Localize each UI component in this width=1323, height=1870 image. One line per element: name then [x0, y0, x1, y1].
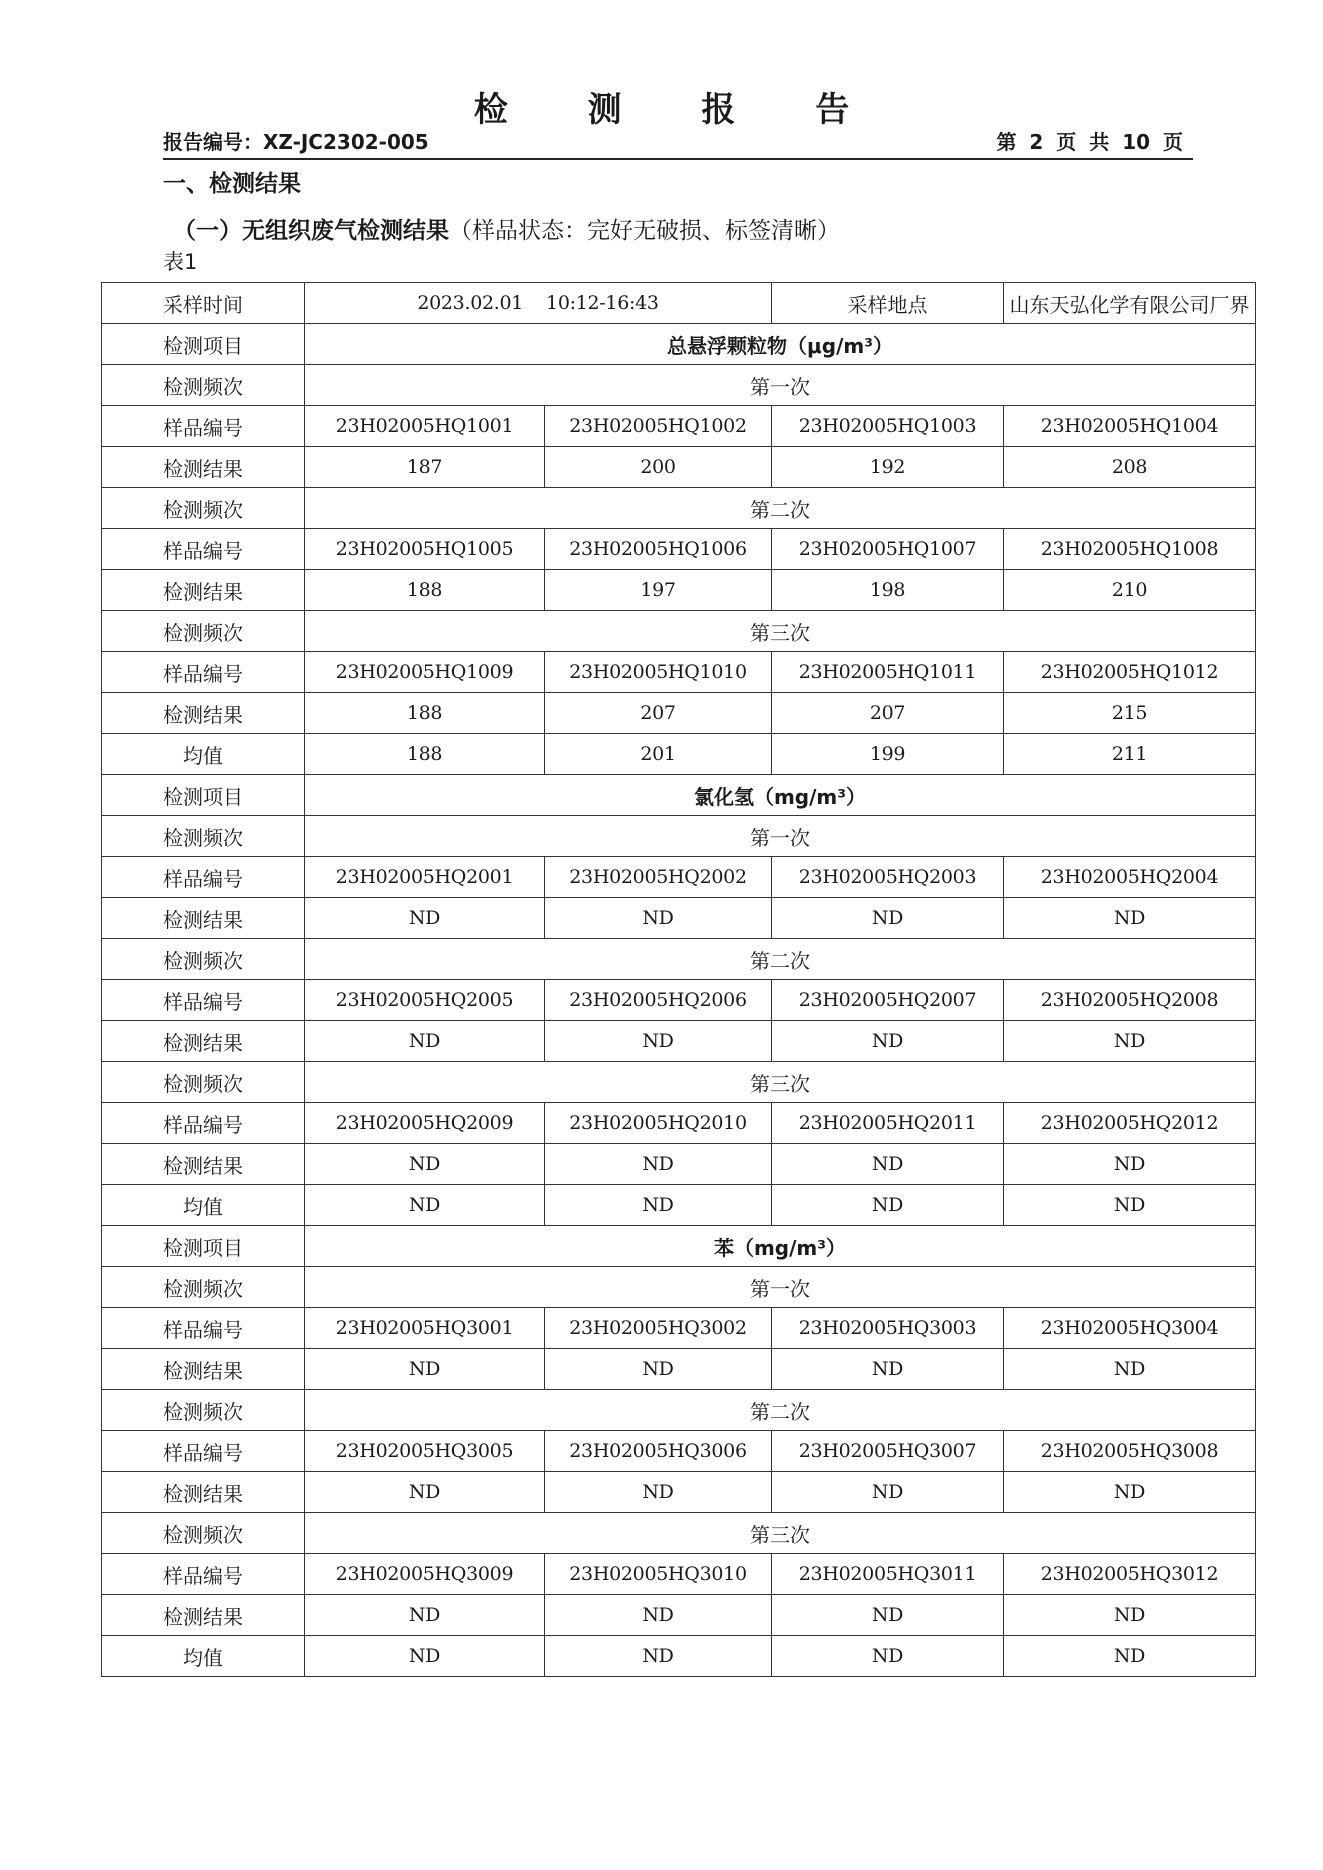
row-label: 检测频次: [102, 1513, 305, 1554]
sample-code-cell: 23H02005HQ3012: [1004, 1554, 1256, 1595]
table-row-sample-no: [102, 1103, 1256, 1144]
table-row-item: [102, 775, 1256, 816]
result-value-cell: 207: [772, 693, 1004, 734]
row-label: 样品编号: [102, 857, 305, 898]
row-label: 均值: [102, 1636, 305, 1677]
sample-code-cell: 23H02005HQ2003: [772, 857, 1004, 898]
row-label: 样品编号: [102, 406, 305, 447]
result-value-cell: ND: [1004, 898, 1256, 939]
table-row-item: [102, 1226, 1256, 1267]
result-value-cell: ND: [1004, 1472, 1256, 1513]
table-row-sample-no: [102, 406, 1256, 447]
sample-code-cell: 23H02005HQ2007: [772, 980, 1004, 1021]
row-label: 检测频次: [102, 1390, 305, 1431]
table-label: 表1: [163, 250, 198, 274]
table-row-mean: [102, 1636, 1256, 1677]
sample-code-cell: 23H02005HQ2008: [1004, 980, 1256, 1021]
table-row-sample-no: [102, 529, 1256, 570]
table-row-frequency: [102, 939, 1256, 980]
result-value-cell: ND: [772, 1144, 1004, 1185]
table-row-sample-no: [102, 1431, 1256, 1472]
sample-code-cell: 23H02005HQ3002: [545, 1308, 772, 1349]
row-label: 样品编号: [102, 1308, 305, 1349]
row-label: 样品编号: [102, 1103, 305, 1144]
result-value-cell: 215: [1004, 693, 1256, 734]
sample-code-cell: 23H02005HQ1009: [305, 652, 545, 693]
row-label: 检测项目: [102, 324, 305, 365]
result-value-cell: 198: [772, 570, 1004, 611]
table-row-sample-no: [102, 857, 1256, 898]
round-name: 第二次: [305, 1390, 1256, 1431]
sample-code-cell: 23H02005HQ1008: [1004, 529, 1256, 570]
row-label: 样品编号: [102, 652, 305, 693]
row-label: 检测项目: [102, 775, 305, 816]
page-indicator: 第 2 页 共 10 页: [996, 130, 1183, 154]
row-label: 检测频次: [102, 939, 305, 980]
result-value-cell: 192: [772, 447, 1004, 488]
table-row-frequency: [102, 365, 1256, 406]
sample-code-cell: 23H02005HQ1005: [305, 529, 545, 570]
table-row-result: [102, 1144, 1256, 1185]
table-row-frequency: [102, 816, 1256, 857]
result-value-cell: ND: [305, 898, 545, 939]
sample-code-cell: 23H02005HQ3010: [545, 1554, 772, 1595]
sample-code-cell: 23H02005HQ1004: [1004, 406, 1256, 447]
table-row-sample-no: [102, 980, 1256, 1021]
sample-code-cell: 23H02005HQ2010: [545, 1103, 772, 1144]
result-value-cell: ND: [1004, 1144, 1256, 1185]
round-name: 第一次: [305, 1267, 1256, 1308]
subsection-title: （一）无组织废气检测结果: [173, 218, 449, 244]
sample-code-cell: 23H02005HQ1011: [772, 652, 1004, 693]
sample-code-cell: 23H02005HQ3001: [305, 1308, 545, 1349]
sample-code-cell: 23H02005HQ1006: [545, 529, 772, 570]
sample-code-cell: 23H02005HQ3009: [305, 1554, 545, 1595]
result-value-cell: ND: [1004, 1595, 1256, 1636]
mean-value-cell: 199: [772, 734, 1004, 775]
report-header-line: [163, 128, 1193, 160]
test-item-name: 苯（mg/m³）: [305, 1226, 1256, 1267]
table-row-sample-no: [102, 652, 1256, 693]
mean-value-cell: ND: [545, 1185, 772, 1226]
table-row-result: [102, 1349, 1256, 1390]
sample-code-cell: 23H02005HQ2011: [772, 1103, 1004, 1144]
row-label: 检测结果: [102, 1595, 305, 1636]
mean-value-cell: ND: [1004, 1636, 1256, 1677]
sample-code-cell: 23H02005HQ1003: [772, 406, 1004, 447]
result-value-cell: 187: [305, 447, 545, 488]
table-row-result: [102, 693, 1256, 734]
row-label: 检测结果: [102, 898, 305, 939]
row-label: 均值: [102, 734, 305, 775]
row-label: 检测频次: [102, 488, 305, 529]
row-label: 检测结果: [102, 1349, 305, 1390]
result-value-cell: ND: [772, 898, 1004, 939]
sample-code-cell: 23H02005HQ1007: [772, 529, 1004, 570]
row-label: 检测结果: [102, 447, 305, 488]
result-value-cell: ND: [772, 1349, 1004, 1390]
table-row-result: [102, 1472, 1256, 1513]
sample-code-cell: 23H02005HQ2009: [305, 1103, 545, 1144]
result-value-cell: ND: [545, 1472, 772, 1513]
result-value-cell: ND: [545, 1349, 772, 1390]
result-value-cell: ND: [305, 1595, 545, 1636]
row-label: 检测项目: [102, 1226, 305, 1267]
result-value-cell: ND: [305, 1349, 545, 1390]
table-row-frequency: [102, 1390, 1256, 1431]
result-value-cell: ND: [545, 1595, 772, 1636]
result-value-cell: 210: [1004, 570, 1256, 611]
mean-value-cell: 201: [545, 734, 772, 775]
result-value-cell: ND: [772, 1595, 1004, 1636]
report-number: 报告编号：XZ-JC2302-005: [163, 130, 429, 154]
sample-code-cell: 23H02005HQ1002: [545, 406, 772, 447]
test-item-name: 总悬浮颗粒物（μg/m³）: [305, 324, 1256, 365]
sample-code-cell: 23H02005HQ2006: [545, 980, 772, 1021]
table-row-result: [102, 447, 1256, 488]
sample-code-cell: 23H02005HQ2002: [545, 857, 772, 898]
result-value-cell: 197: [545, 570, 772, 611]
table-row-frequency: [102, 1513, 1256, 1554]
sample-code-cell: 23H02005HQ3004: [1004, 1308, 1256, 1349]
row-label: 样品编号: [102, 1431, 305, 1472]
row-label: 样品编号: [102, 1554, 305, 1595]
sample-code-cell: 23H02005HQ2001: [305, 857, 545, 898]
table-row-result: [102, 570, 1256, 611]
mean-value-cell: ND: [772, 1185, 1004, 1226]
sampling-time-label: 采样时间: [102, 283, 305, 324]
result-value-cell: 200: [545, 447, 772, 488]
mean-value-cell: ND: [772, 1636, 1004, 1677]
table-row-sample-no: [102, 1554, 1256, 1595]
row-label: 检测频次: [102, 1062, 305, 1103]
table-row-sampling: [102, 283, 1256, 324]
sample-code-cell: 23H02005HQ2012: [1004, 1103, 1256, 1144]
result-value-cell: 208: [1004, 447, 1256, 488]
section-heading: 一、检测结果: [163, 171, 301, 197]
row-label: 检测结果: [102, 1472, 305, 1513]
table-row-item: [102, 324, 1256, 365]
result-value-cell: ND: [305, 1472, 545, 1513]
sample-code-cell: 23H02005HQ3003: [772, 1308, 1004, 1349]
sampling-time-value: 2023.02.01 10:12-16:43: [305, 283, 772, 324]
table-row-frequency: [102, 488, 1256, 529]
round-name: 第一次: [305, 365, 1256, 406]
test-item-name: 氯化氢（mg/m³）: [305, 775, 1256, 816]
result-value-cell: ND: [305, 1144, 545, 1185]
table-row-mean: [102, 734, 1256, 775]
mean-value-cell: ND: [305, 1185, 545, 1226]
mean-value-cell: ND: [1004, 1185, 1256, 1226]
row-label: 检测结果: [102, 693, 305, 734]
table-row-frequency: [102, 1062, 1256, 1103]
sample-code-cell: 23H02005HQ3007: [772, 1431, 1004, 1472]
mean-value-cell: 188: [305, 734, 545, 775]
result-value-cell: ND: [772, 1472, 1004, 1513]
sample-code-cell: 23H02005HQ3011: [772, 1554, 1004, 1595]
table-row-result: [102, 1021, 1256, 1062]
result-value-cell: ND: [1004, 1349, 1256, 1390]
round-name: 第二次: [305, 939, 1256, 980]
result-value-cell: ND: [545, 1021, 772, 1062]
round-name: 第二次: [305, 488, 1256, 529]
result-value-cell: 188: [305, 693, 545, 734]
round-name: 第三次: [305, 1513, 1256, 1554]
results-table: [101, 282, 1256, 1677]
result-value-cell: 207: [545, 693, 772, 734]
subsection-note: （样品状态：完好无破损、标签清晰）: [449, 218, 840, 244]
table-row-frequency: [102, 1267, 1256, 1308]
table-row-result: [102, 898, 1256, 939]
row-label: 检测频次: [102, 1267, 305, 1308]
row-label: 检测频次: [102, 816, 305, 857]
mean-value-cell: 211: [1004, 734, 1256, 775]
row-label: 检测结果: [102, 570, 305, 611]
result-value-cell: ND: [545, 898, 772, 939]
result-value-cell: ND: [305, 1021, 545, 1062]
row-label: 检测结果: [102, 1144, 305, 1185]
table-row-sample-no: [102, 1308, 1256, 1349]
row-label: 样品编号: [102, 529, 305, 570]
sample-code-cell: 23H02005HQ1010: [545, 652, 772, 693]
row-label: 检测结果: [102, 1021, 305, 1062]
sample-code-cell: 23H02005HQ2004: [1004, 857, 1256, 898]
row-label: 均值: [102, 1185, 305, 1226]
sampling-site-label: 采样地点: [772, 283, 1004, 324]
sample-code-cell: 23H02005HQ1012: [1004, 652, 1256, 693]
sample-code-cell: 23H02005HQ3006: [545, 1431, 772, 1472]
table-row-result: [102, 1595, 1256, 1636]
report-title: 检 测 报 告: [473, 90, 884, 130]
sample-code-cell: 23H02005HQ3008: [1004, 1431, 1256, 1472]
sample-code-cell: 23H02005HQ3005: [305, 1431, 545, 1472]
round-name: 第三次: [305, 1062, 1256, 1103]
result-value-cell: 188: [305, 570, 545, 611]
sample-code-cell: 23H02005HQ2005: [305, 980, 545, 1021]
round-name: 第三次: [305, 611, 1256, 652]
sample-code-cell: 23H02005HQ1001: [305, 406, 545, 447]
mean-value-cell: ND: [545, 1636, 772, 1677]
row-label: 样品编号: [102, 980, 305, 1021]
table-row-frequency: [102, 611, 1256, 652]
result-value-cell: ND: [545, 1144, 772, 1185]
mean-value-cell: ND: [305, 1636, 545, 1677]
table-row-mean: [102, 1185, 1256, 1226]
subsection-heading: [173, 212, 840, 245]
row-label: 检测频次: [102, 611, 305, 652]
sampling-site-value: 山东天弘化学有限公司厂界: [1004, 283, 1256, 324]
result-value-cell: ND: [1004, 1021, 1256, 1062]
row-label: 检测频次: [102, 365, 305, 406]
result-value-cell: ND: [772, 1021, 1004, 1062]
round-name: 第一次: [305, 816, 1256, 857]
